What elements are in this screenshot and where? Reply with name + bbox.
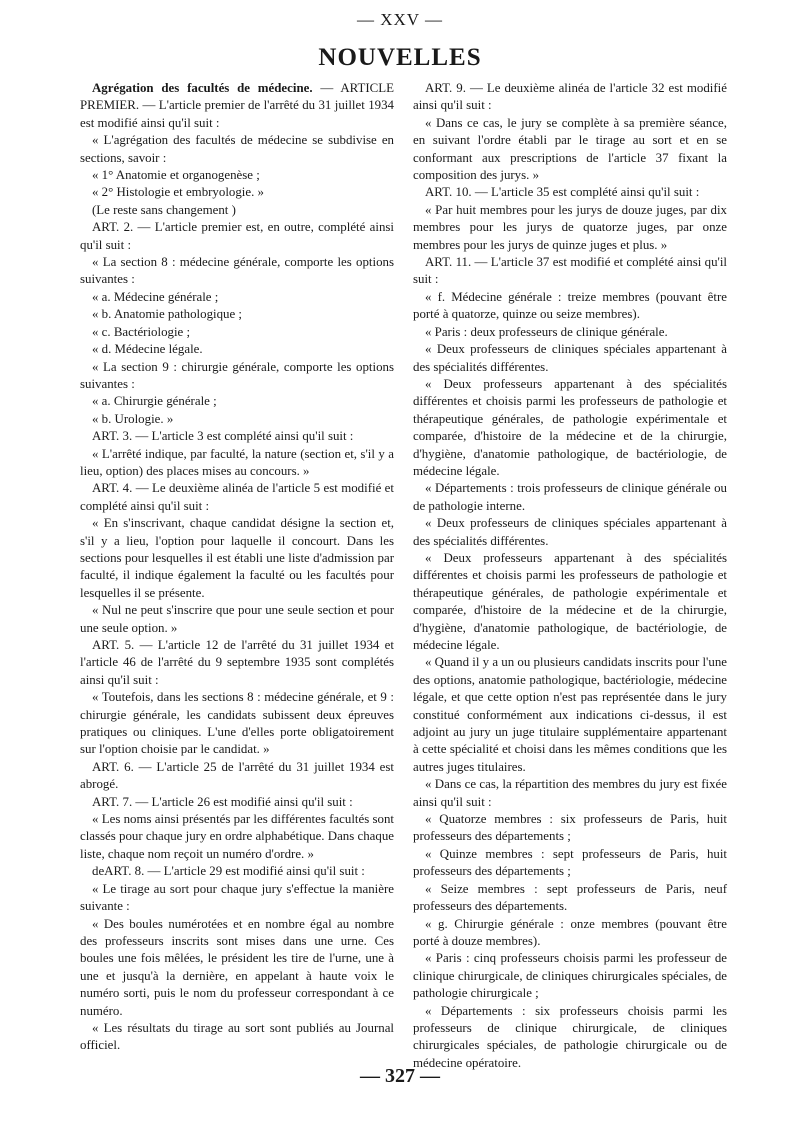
- paragraph-text: « En s'inscrivant, chaque candidat désigne la section et, s'il y a lieu, l'option pour laquelle il concourt. Dans les sections pour lesquelles il est établi une liste d'admission par faculté, il indique également la faculté ou les facultés pour lesquelles il se présente.: [80, 516, 394, 600]
- paragraph: [80, 254, 394, 289]
- paragraph-text: « Quand il y a un ou plusieurs candidats inscrits pour l'une des options, anatomie pathologique, bactériologie, médecine légale, et que cette option n'est pas représentée dans le jury constitué conformément aux indications ci-dessus, il est adjoint au jury un juge titulaire supplémentaire appartenant à cette spécialité et choisi dans les mêmes conditions que les autres juges titulaires.: [413, 655, 727, 774]
- paragraph: [413, 202, 727, 254]
- paragraph: [413, 846, 727, 881]
- paragraph-text: « Seize membres : sept professeurs de Paris, neuf professeurs des départements.: [413, 881, 727, 914]
- paragraph-text: « Toutefois, dans les sections 8 : médecine générale, et 9 : chirurgie générale, les candidats subissent deux épreuves pratiques ou cliniques. L'une d'elles porte obligatoirement sur l'option choisie par le candidat. »: [80, 690, 394, 757]
- paragraph-lead: Agrégation des facultés de médecine.: [92, 81, 313, 95]
- paragraph: [413, 254, 727, 289]
- paragraph-text: ART. 2. — L'article premier est, en outre, complété ainsi qu'il suit :: [80, 220, 394, 252]
- paragraph: [413, 341, 727, 376]
- paragraph-text: ART. 4. — Le deuxième alinéa de l'article 5 est modifié et complété ainsi qu'il suit :: [80, 481, 394, 513]
- paragraph-text: « a. Chirurgie générale ;: [92, 394, 217, 409]
- paragraph-text: ART. 7. — L'article 26 est modifié ainsi qu'il suit :: [92, 794, 353, 809]
- paragraph: [413, 115, 727, 185]
- paragraph: [80, 80, 394, 132]
- paragraph-text: « c. Bactériologie ;: [92, 324, 191, 339]
- paragraph: [413, 515, 727, 550]
- paragraph: [80, 202, 394, 219]
- right-column: [413, 80, 727, 1072]
- paragraph-text: « Nul ne peut s'inscrire que pour une seule section et pour une seule option. »: [80, 603, 394, 635]
- paragraph-text: « b. Urologie. »: [92, 411, 174, 426]
- paragraph-text: « b. Anatomie pathologique ;: [92, 307, 243, 322]
- paragraph: [413, 324, 727, 341]
- paragraph-text: ART. 10. — L'article 35 est complété ainsi qu'il suit :: [425, 185, 700, 200]
- paragraph-text: « Les résultats du tirage au sort sont publiés au Journal officiel.: [80, 1020, 394, 1053]
- paragraph-text: « Quinze membres : sept professeurs de Paris, huit professeurs des départements ;: [413, 846, 727, 879]
- paragraph: [80, 811, 394, 863]
- paragraph-text: « Deux professeurs appartenant à des spécialités différentes et choisis parmi les professeurs de pathologie et thérapeutique générales, de pathologie expérimentale et comparée, d'histoire de la médecine et de la chirurgie, d'hygiène, d'anatomie pathologique, de bactériologie, de médecine légale.: [413, 376, 727, 478]
- paragraph: [413, 950, 727, 1002]
- paragraph-text: « Deux professeurs appartenant à des spécialités différentes et choisis parmi les professeurs de pathologie et thérapeutique générales, de pathologie expérimentale et comparée, d'histoire de la médecine et de la chirurgie, d'hygiène, d'anatomie pathologique, de bactériologie, de médecine légale.: [413, 550, 727, 652]
- paragraph: [80, 637, 394, 689]
- left-column: [80, 80, 394, 1055]
- paragraph-text: « Paris : cinq professeurs choisis parmi les professeur de clinique chirurgicale, de cliniques chirurgicales spéciales, de pathologie chirurgicale ;: [413, 951, 727, 1001]
- paragraph: [80, 863, 394, 880]
- paragraph-text: « La section 9 : chirurgie générale, comporte les options suivantes :: [80, 359, 394, 391]
- paragraph-text: « f. Médecine générale : treize membres (pouvant être porté à quatorze, quinze ou seize membres).: [413, 289, 727, 322]
- paragraph-text: ART. 3. — L'article 3 est complété ainsi qu'il suit :: [92, 429, 354, 444]
- paragraph-text: « 2° Histologie et embryologie. »: [92, 185, 264, 200]
- paragraph: [413, 916, 727, 951]
- paragraph-text: « Départements : trois professeurs de clinique générale ou de pathologie interne.: [413, 481, 727, 513]
- paragraph-text: « 1° Anatomie et organogenèse ;: [92, 168, 260, 183]
- paragraph-text: — ARTICLE PREMIER. — L'article premier de l'arrêté du 31 juillet 1934 est modifié ainsi qu'il suit :: [80, 81, 394, 130]
- paragraph: [413, 480, 727, 515]
- paragraph: [80, 219, 394, 254]
- paragraph: [413, 811, 727, 846]
- paragraph: [80, 184, 394, 201]
- paragraph-text: « d. Médecine légale.: [92, 342, 203, 357]
- paragraph-text: ART. 11. — L'article 37 est modifié et complété ainsi qu'il suit :: [413, 255, 727, 287]
- page-number: — 327 —: [360, 1065, 440, 1087]
- paragraph: [80, 794, 394, 811]
- paragraph-text: « L'arrêté indique, par faculté, la nature (section et, s'il y a lieu, option) des places mises au concours. »: [80, 446, 394, 478]
- running-head: — XXV —: [356, 10, 444, 29]
- paragraph: [80, 132, 394, 167]
- paragraph-text: « La section 8 : médecine générale, comporte les options suivantes :: [80, 255, 394, 287]
- paragraph-text: « Départements : six professeurs choisis parmi les professeurs de clinique chirurgicale, de cliniques chirurgicales spéciales, de pathologie chirurgicale ou de médecine opératoire.: [413, 1003, 727, 1070]
- paragraph: [413, 776, 727, 811]
- paragraph: [413, 184, 727, 201]
- paragraph-text: « Des boules numérotées et en nombre égal au nombre des professeurs inscrits sont mises dans une urne. Ces boules une fois mêlées, le président les tire de l'urne, une à une et jusqu'à la dernière, en appelant à haute voix le numéro sorti, puis le nom du professeur correspondant à ce numéro.: [80, 916, 394, 1018]
- paragraph: [80, 916, 394, 1020]
- paragraph: [80, 515, 394, 602]
- paragraph: [80, 602, 394, 637]
- paragraph-text: « Dans ce cas, le jury se complète à sa première séance, en suivant l'ordre établi par le tirage au sort et en se conformant aux prescriptions de l'article 37 fixant la composition des jurys. »: [413, 115, 727, 183]
- paragraph: [413, 80, 727, 115]
- paragraph: [80, 759, 394, 794]
- paragraph: [80, 689, 394, 759]
- paragraph-text: « Par huit membres pour les jurys de douze juges, par dix membres pour les jurys de quatorze juges, par onze membres pour les jurys de quinze juges et plus. »: [413, 202, 727, 252]
- paragraph-text: « Quatorze membres : six professeurs de Paris, huit professeurs des départements ;: [413, 812, 727, 844]
- paragraph-text: « g. Chirurgie générale : onze membres (pouvant être porté à douze membres).: [413, 916, 727, 948]
- paragraph-text: « Dans ce cas, la répartition des membres du jury est fixée ainsi qu'il suit :: [413, 777, 727, 809]
- paragraph: [413, 654, 727, 776]
- paragraph: [80, 446, 394, 481]
- paragraph: [413, 881, 727, 916]
- paragraph: [80, 167, 394, 184]
- paragraph: [80, 324, 394, 341]
- paragraph: [80, 393, 394, 410]
- paragraph-text: ART. 5. — L'article 12 de l'arrêté du 31 juillet 1934 et l'article 46 de l'arrêté du 9 septembre 1935 sont complétés ainsi qu'il suit :: [80, 638, 394, 687]
- paragraph-text: « Le tirage au sort pour chaque jury s'effectue la manière suivante :: [80, 881, 394, 914]
- paragraph-text: ART. 9. — Le deuxième alinéa de l'article 32 est modifié ainsi qu'il suit :: [413, 81, 727, 113]
- paragraph: [80, 341, 394, 358]
- paragraph: [80, 289, 394, 306]
- paragraph: [80, 428, 394, 445]
- paragraph-text: « a. Médecine générale ;: [92, 289, 219, 304]
- section-title: NOUVELLES: [318, 44, 482, 71]
- paragraph-text: « Deux professeurs de cliniques spéciales appartenant à des spécialités différentes.: [413, 342, 727, 374]
- paragraph: [80, 411, 394, 428]
- paragraph-text: « Deux professeurs de cliniques spéciales appartenant à des spécialités différentes.: [413, 516, 727, 548]
- paragraph: [80, 1020, 394, 1055]
- paragraph: [413, 1003, 727, 1073]
- paragraph-text: « L'agrégation des facultés de médecine se subdivise en sections, savoir :: [80, 133, 394, 165]
- paragraph: [80, 359, 394, 394]
- paragraph: [413, 376, 727, 480]
- paragraph: [413, 289, 727, 324]
- paragraph-text: « Les noms ainsi présentés par les différentes facultés sont classés pour chaque jury en ordre alphabétique. Dans chaque liste, chaque nom reçoit un numéro d'ordre. »: [80, 812, 394, 861]
- paragraph-text: ART. 6. — L'article 25 de l'arrêté du 31 juillet 1934 est abrogé.: [80, 759, 394, 792]
- paragraph: [80, 480, 394, 515]
- paragraph: [80, 306, 394, 323]
- paragraph-text: « Paris : deux professeurs de clinique générale.: [425, 324, 668, 339]
- paragraph-text: (Le reste sans changement ): [92, 202, 236, 217]
- paragraph-text: deART. 8. — L'article 29 est modifié ainsi qu'il suit :: [92, 864, 365, 879]
- paragraph: [413, 550, 727, 654]
- paragraph: [80, 881, 394, 916]
